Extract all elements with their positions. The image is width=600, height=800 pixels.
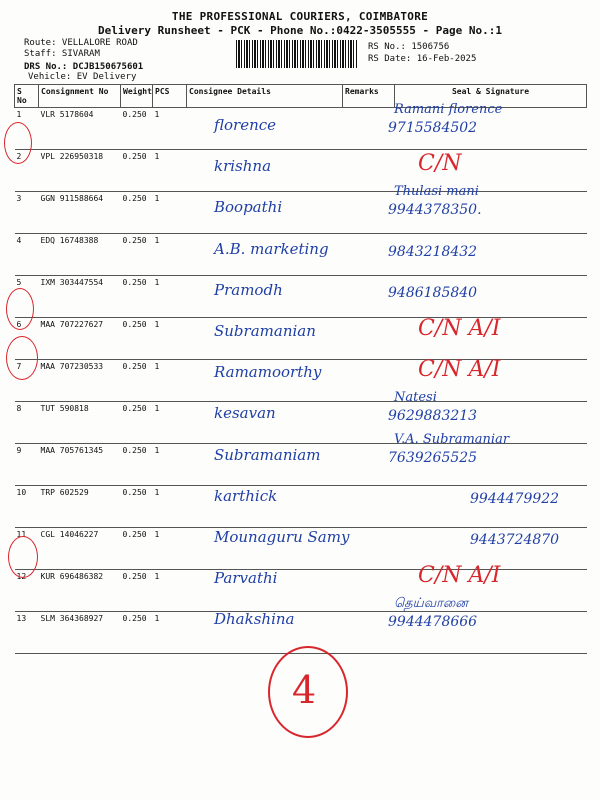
- pcs-cell: 1: [153, 570, 187, 612]
- row-12-circle: [8, 536, 38, 578]
- cn-stamp-mark: C/N: [418, 151, 462, 177]
- col-remarks: Remarks: [343, 85, 395, 108]
- consignment-cell: TRP 602529: [39, 486, 121, 528]
- handwritten-consignee: Ramamoorthy: [214, 363, 322, 382]
- drs-label: DRS No.:: [24, 62, 68, 72]
- handwritten-consignee: A.B. marketing: [214, 239, 329, 258]
- col-consignment: Consignment No: [39, 85, 121, 108]
- remarks-cell: [343, 486, 395, 528]
- handwritten-consignee: Mounaguru Samy: [214, 528, 350, 546]
- pcs-cell: 1: [153, 318, 187, 360]
- table-row: [15, 570, 587, 612]
- consignment-cell: CGL 14046227: [39, 528, 121, 570]
- handwritten-signature: V.A. Subramaniar: [394, 431, 510, 447]
- col-sno: S No: [15, 85, 39, 108]
- remarks-cell: [343, 570, 395, 612]
- cn-stamp-mark: C/N A/I: [418, 563, 501, 589]
- pcs-cell: 1: [153, 234, 187, 276]
- consignment-cell: MAA 707230533: [39, 360, 121, 402]
- handwritten-signature: Natesi: [394, 390, 437, 406]
- route-label: Route: VELLALORE ROAD: [24, 38, 138, 48]
- consignment-cell: MAA 707227627: [39, 318, 121, 360]
- handwritten-phone: 9715584502: [388, 120, 478, 136]
- tally-mark: 4: [292, 668, 317, 712]
- handwritten-consignee: krishna: [214, 157, 272, 176]
- pcs-cell: 1: [153, 528, 187, 570]
- row-2-circle: [4, 122, 32, 164]
- weight-cell: 0.250: [121, 360, 153, 402]
- weight-cell: 0.250: [121, 150, 153, 192]
- handwritten-consignee: Parvathi: [214, 569, 278, 588]
- weight-cell: 0.250: [121, 318, 153, 360]
- remarks-cell: [343, 234, 395, 276]
- pcs-cell: 1: [153, 444, 187, 486]
- remarks-cell: [343, 528, 395, 570]
- sno-cell: 7: [15, 360, 39, 402]
- cn-stamp-mark: C/N A/I: [418, 357, 501, 383]
- cn-stamp-mark: C/N A/I: [418, 316, 501, 341]
- weight-cell: 0.250: [121, 486, 153, 528]
- consignment-cell: IXM 303447554: [39, 276, 121, 318]
- weight-cell: 0.250: [121, 276, 153, 318]
- consignment-cell: GGN 911588664: [39, 192, 121, 234]
- sno-cell: 3: [15, 192, 39, 234]
- sno-cell: 12: [15, 570, 39, 612]
- consignment-cell: VPL 226950318: [39, 150, 121, 192]
- col-weight: Weight: [121, 85, 153, 108]
- handwritten-phone: 9843218432: [388, 243, 478, 260]
- weight-cell: 0.250: [121, 444, 153, 486]
- handwritten-consignee: Boopathi: [214, 198, 283, 217]
- sno-cell: 4: [15, 234, 39, 276]
- pcs-cell: 1: [153, 192, 187, 234]
- remarks-cell: [343, 108, 395, 150]
- handwritten-signature: Ramani florence: [394, 102, 503, 117]
- sno-cell: 8: [15, 402, 39, 444]
- runsheet-subtitle: Delivery Runsheet - PCK - Phone No.:0422-3505555 - Page No.:1: [98, 24, 502, 37]
- sno-cell: 9: [15, 444, 39, 486]
- rs-number: RS No.: 1506756: [368, 42, 450, 52]
- consignment-cell: VLR 5178604: [39, 108, 121, 150]
- row-6-circle: [6, 288, 34, 330]
- consignment-cell: EDQ 16748388: [39, 234, 121, 276]
- pcs-cell: 1: [153, 486, 187, 528]
- row-7-circle: [6, 336, 38, 380]
- company-title: THE PROFESSIONAL COURIERS, COIMBATORE: [171, 10, 429, 23]
- pcs-cell: 1: [153, 108, 187, 150]
- weight-cell: 0.250: [121, 402, 153, 444]
- weight-cell: 0.250: [121, 192, 153, 234]
- col-pcs: PCS: [153, 85, 187, 108]
- staff-label: Staff: SIVARAM: [24, 49, 100, 59]
- table-row: [15, 150, 587, 192]
- weight-cell: 0.250: [121, 612, 153, 654]
- pcs-cell: 1: [153, 276, 187, 318]
- remarks-cell: [343, 276, 395, 318]
- sno-cell: 13: [15, 612, 39, 654]
- remarks-cell: [343, 318, 395, 360]
- handwritten-phone: 9443724870: [470, 532, 560, 548]
- handwritten-consignee: florence: [214, 116, 277, 134]
- handwritten-consignee: Subramanian: [214, 322, 316, 340]
- handwritten-consignee: karthick: [214, 486, 278, 505]
- weight-cell: 0.250: [121, 570, 153, 612]
- handwritten-phone: 7639265525: [388, 449, 478, 466]
- handwritten-phone: 9944478666: [388, 614, 478, 631]
- sno-cell: 5: [15, 276, 39, 318]
- weight-cell: 0.250: [121, 108, 153, 150]
- handwritten-signature: தெய்வானை: [394, 596, 468, 612]
- handwritten-phone: 9486185840: [388, 284, 478, 301]
- vehicle-label: Vehicle: EV Delivery: [28, 72, 137, 82]
- pcs-cell: 1: [153, 360, 187, 402]
- handwritten-phone: 9944479922: [470, 490, 560, 507]
- consignment-cell: MAA 705761345: [39, 444, 121, 486]
- remarks-cell: [343, 192, 395, 234]
- remarks-cell: [343, 612, 395, 654]
- handwritten-phone: 9944378350.: [388, 202, 482, 219]
- pcs-cell: 1: [153, 402, 187, 444]
- handwritten-phone: 9629883213: [388, 408, 478, 425]
- weight-cell: 0.250: [121, 234, 153, 276]
- sno-cell: 10: [15, 486, 39, 528]
- sno-cell: 1: [15, 108, 39, 150]
- handwritten-consignee: Subramaniam: [214, 445, 321, 464]
- handwritten-consignee: Dhakshina: [214, 610, 295, 629]
- drs-number: [24, 62, 143, 72]
- consignment-cell: TUT 590818: [39, 402, 121, 444]
- table-row: [15, 192, 587, 234]
- remarks-cell: [343, 444, 395, 486]
- remarks-cell: [343, 402, 395, 444]
- sno-cell: 11: [15, 528, 39, 570]
- pcs-cell: 1: [153, 150, 187, 192]
- handwritten-signature: Thulasi mani: [394, 184, 479, 200]
- remarks-cell: [343, 150, 395, 192]
- handwritten-consignee: kesavan: [214, 404, 276, 423]
- drs-value: DCJB150675601: [72, 62, 144, 72]
- weight-cell: 0.250: [121, 528, 153, 570]
- sno-cell: 2: [15, 150, 39, 192]
- table-row: [15, 276, 587, 318]
- handwritten-consignee: Pramodh: [214, 280, 283, 299]
- consignment-cell: SLM 364368927: [39, 612, 121, 654]
- pcs-cell: 1: [153, 612, 187, 654]
- remarks-cell: [343, 360, 395, 402]
- sno-cell: 6: [15, 318, 39, 360]
- col-signature: Seal & Signature: [395, 85, 587, 108]
- rs-date: RS Date: 16-Feb-2025: [368, 54, 477, 64]
- col-consignee: Consignee Details: [187, 85, 343, 108]
- barcode: [236, 40, 358, 68]
- consignment-cell: KUR 696486382: [39, 570, 121, 612]
